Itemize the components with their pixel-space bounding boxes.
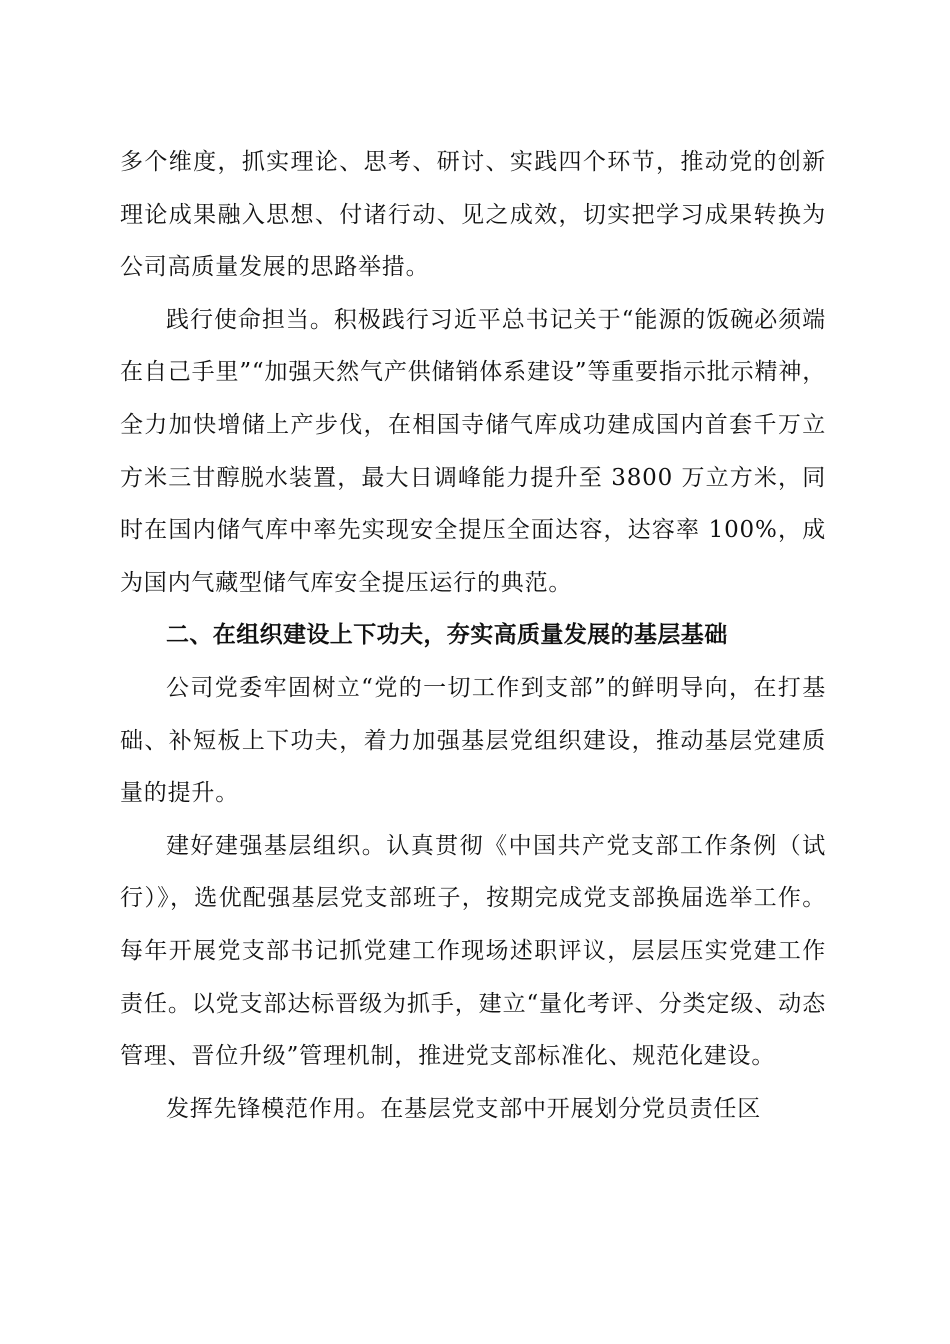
paragraph-practice-mission: 践行使命担当。积极践行习近平总书记关于“能源的饭碗必须端在自己手里”“加强天然气产供储销体系建设”等重要指示批示精神，全力加快增储上产步伐，在相国寺储气库成功建成国内首套千万立方米三甘醇脱水装置，最大日调峰能力提升至 3800 万立方米，同时在国内储气库中率先实现安全提压全面达容，达容率 100%，成为国内气藏型储气库安全提压运行的典范。 bbox=[120, 306, 826, 596]
paragraph-grassroots-organization: 建好建强基层组织。认真贯彻《中国共产党支部工作条例（试行）》，选优配强基层党支部班子，按期完成党支部换届选举工作。每年开展党支部书记抓党建工作现场述职评议，层层压实党建工作责任。以党支部达标晋级为抓手，建立“量化考评、分类定级、动态管理、晋位升级”管理机制，推进党支部标准化、规范化建设。 bbox=[120, 832, 826, 1070]
paragraph-continuation: 多个维度，抓实理论、思考、研讨、实践四个环节，推动党的创新理论成果融入思想、付诸行动、见之成效，切实把学习成果转换为公司高质量发展的思路举措。 bbox=[120, 149, 826, 281]
paragraph-vanguard-role: 发挥先锋模范作用。在基层党支部中开展划分党员责任区 bbox=[166, 1095, 761, 1122]
section-heading-two: 二、在组织建设上下功夫，夯实高质量发展的基层基础 bbox=[166, 622, 728, 649]
document-body bbox=[120, 136, 826, 1135]
paragraph-party-committee: 公司党委牢固树立“党的一切工作到支部”的鲜明导向，在打基础、补短板上下功夫，着力加强基层党组织建设，推动基层党建质量的提升。 bbox=[120, 674, 826, 807]
